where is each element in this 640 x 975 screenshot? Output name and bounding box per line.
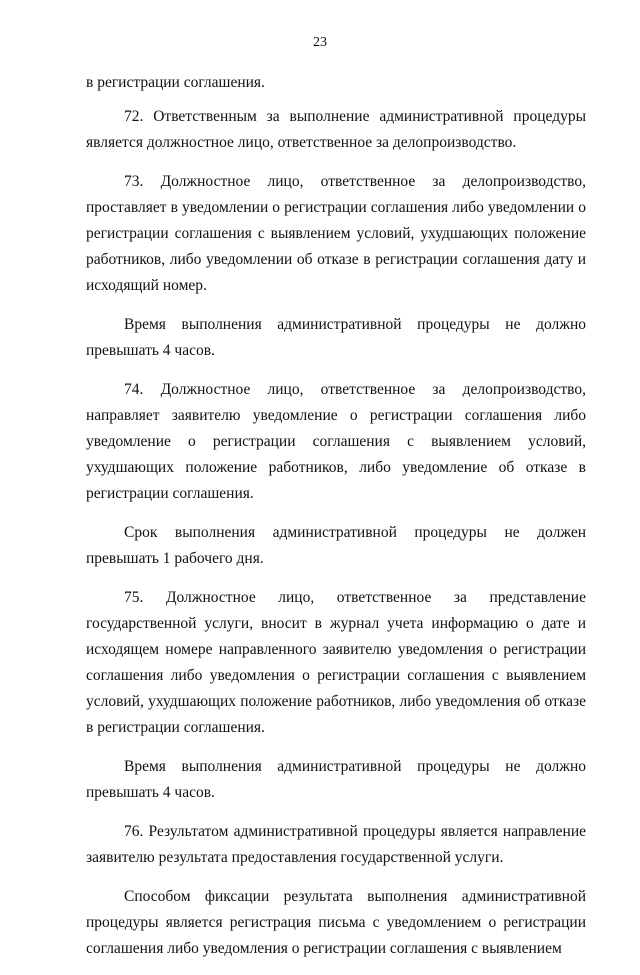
paragraph-73-time: Время выполнения административной процедуры не должно превышать 4 часов. bbox=[86, 316, 586, 359]
paragraph-75-time: Время выполнения административной процедуры не должно превышать 4 часов. bbox=[86, 758, 586, 801]
page-number: 23 bbox=[313, 35, 327, 50]
paragraph-74: 74. Должностное лицо, ответственное за делопроизводство, направляет заявителю уведомление о регистрации соглашения либо уведомление о регистрации соглашения с выявлением условий, ухудшающих положение работников, либо уведомление об отказе в регистрации соглашения. bbox=[86, 381, 586, 502]
paragraph-continuation: в регистрации соглашения. bbox=[86, 74, 265, 91]
paragraph-73: 73. Должностное лицо, ответственное за делопроизводство, проставляет в уведомлении о регистрации соглашения либо уведомлении о регистрации соглашения с выявлением условий, ухудшающих положение работников, либо уведомлении об отказе в регистрации соглашения дату и исходящий номер. bbox=[86, 173, 586, 294]
document-body bbox=[86, 70, 586, 975]
paragraph-76-fixation: Способом фиксации результата выполнения административной процедуры является регистрация письма с уведомлением о регистрации соглашения либо уведомления о регистрации соглашения с выявлением bbox=[86, 888, 586, 957]
paragraph-72: 72. Ответственным за выполнение административной процедуры является должностное лицо, ответственное за делопроизводство. bbox=[86, 108, 586, 151]
paragraph-76: 76. Результатом административной процедуры является направление заявителю результата предоставления государственной услуги. bbox=[86, 823, 586, 866]
paragraph-74-term: Срок выполнения административной процедуры не должен превышать 1 рабочего дня. bbox=[86, 524, 586, 567]
paragraph-75: 75. Должностное лицо, ответственное за представление государственной услуги, вносит в журнал учета информацию о дате и исходящем номере направленного заявителю уведомления о регистрации соглашения либо уведомления о регистрации соглашения с выявлением условий, ухудшающих положение работников, либо уведомления об отказе в регистрации соглашения. bbox=[86, 589, 586, 736]
